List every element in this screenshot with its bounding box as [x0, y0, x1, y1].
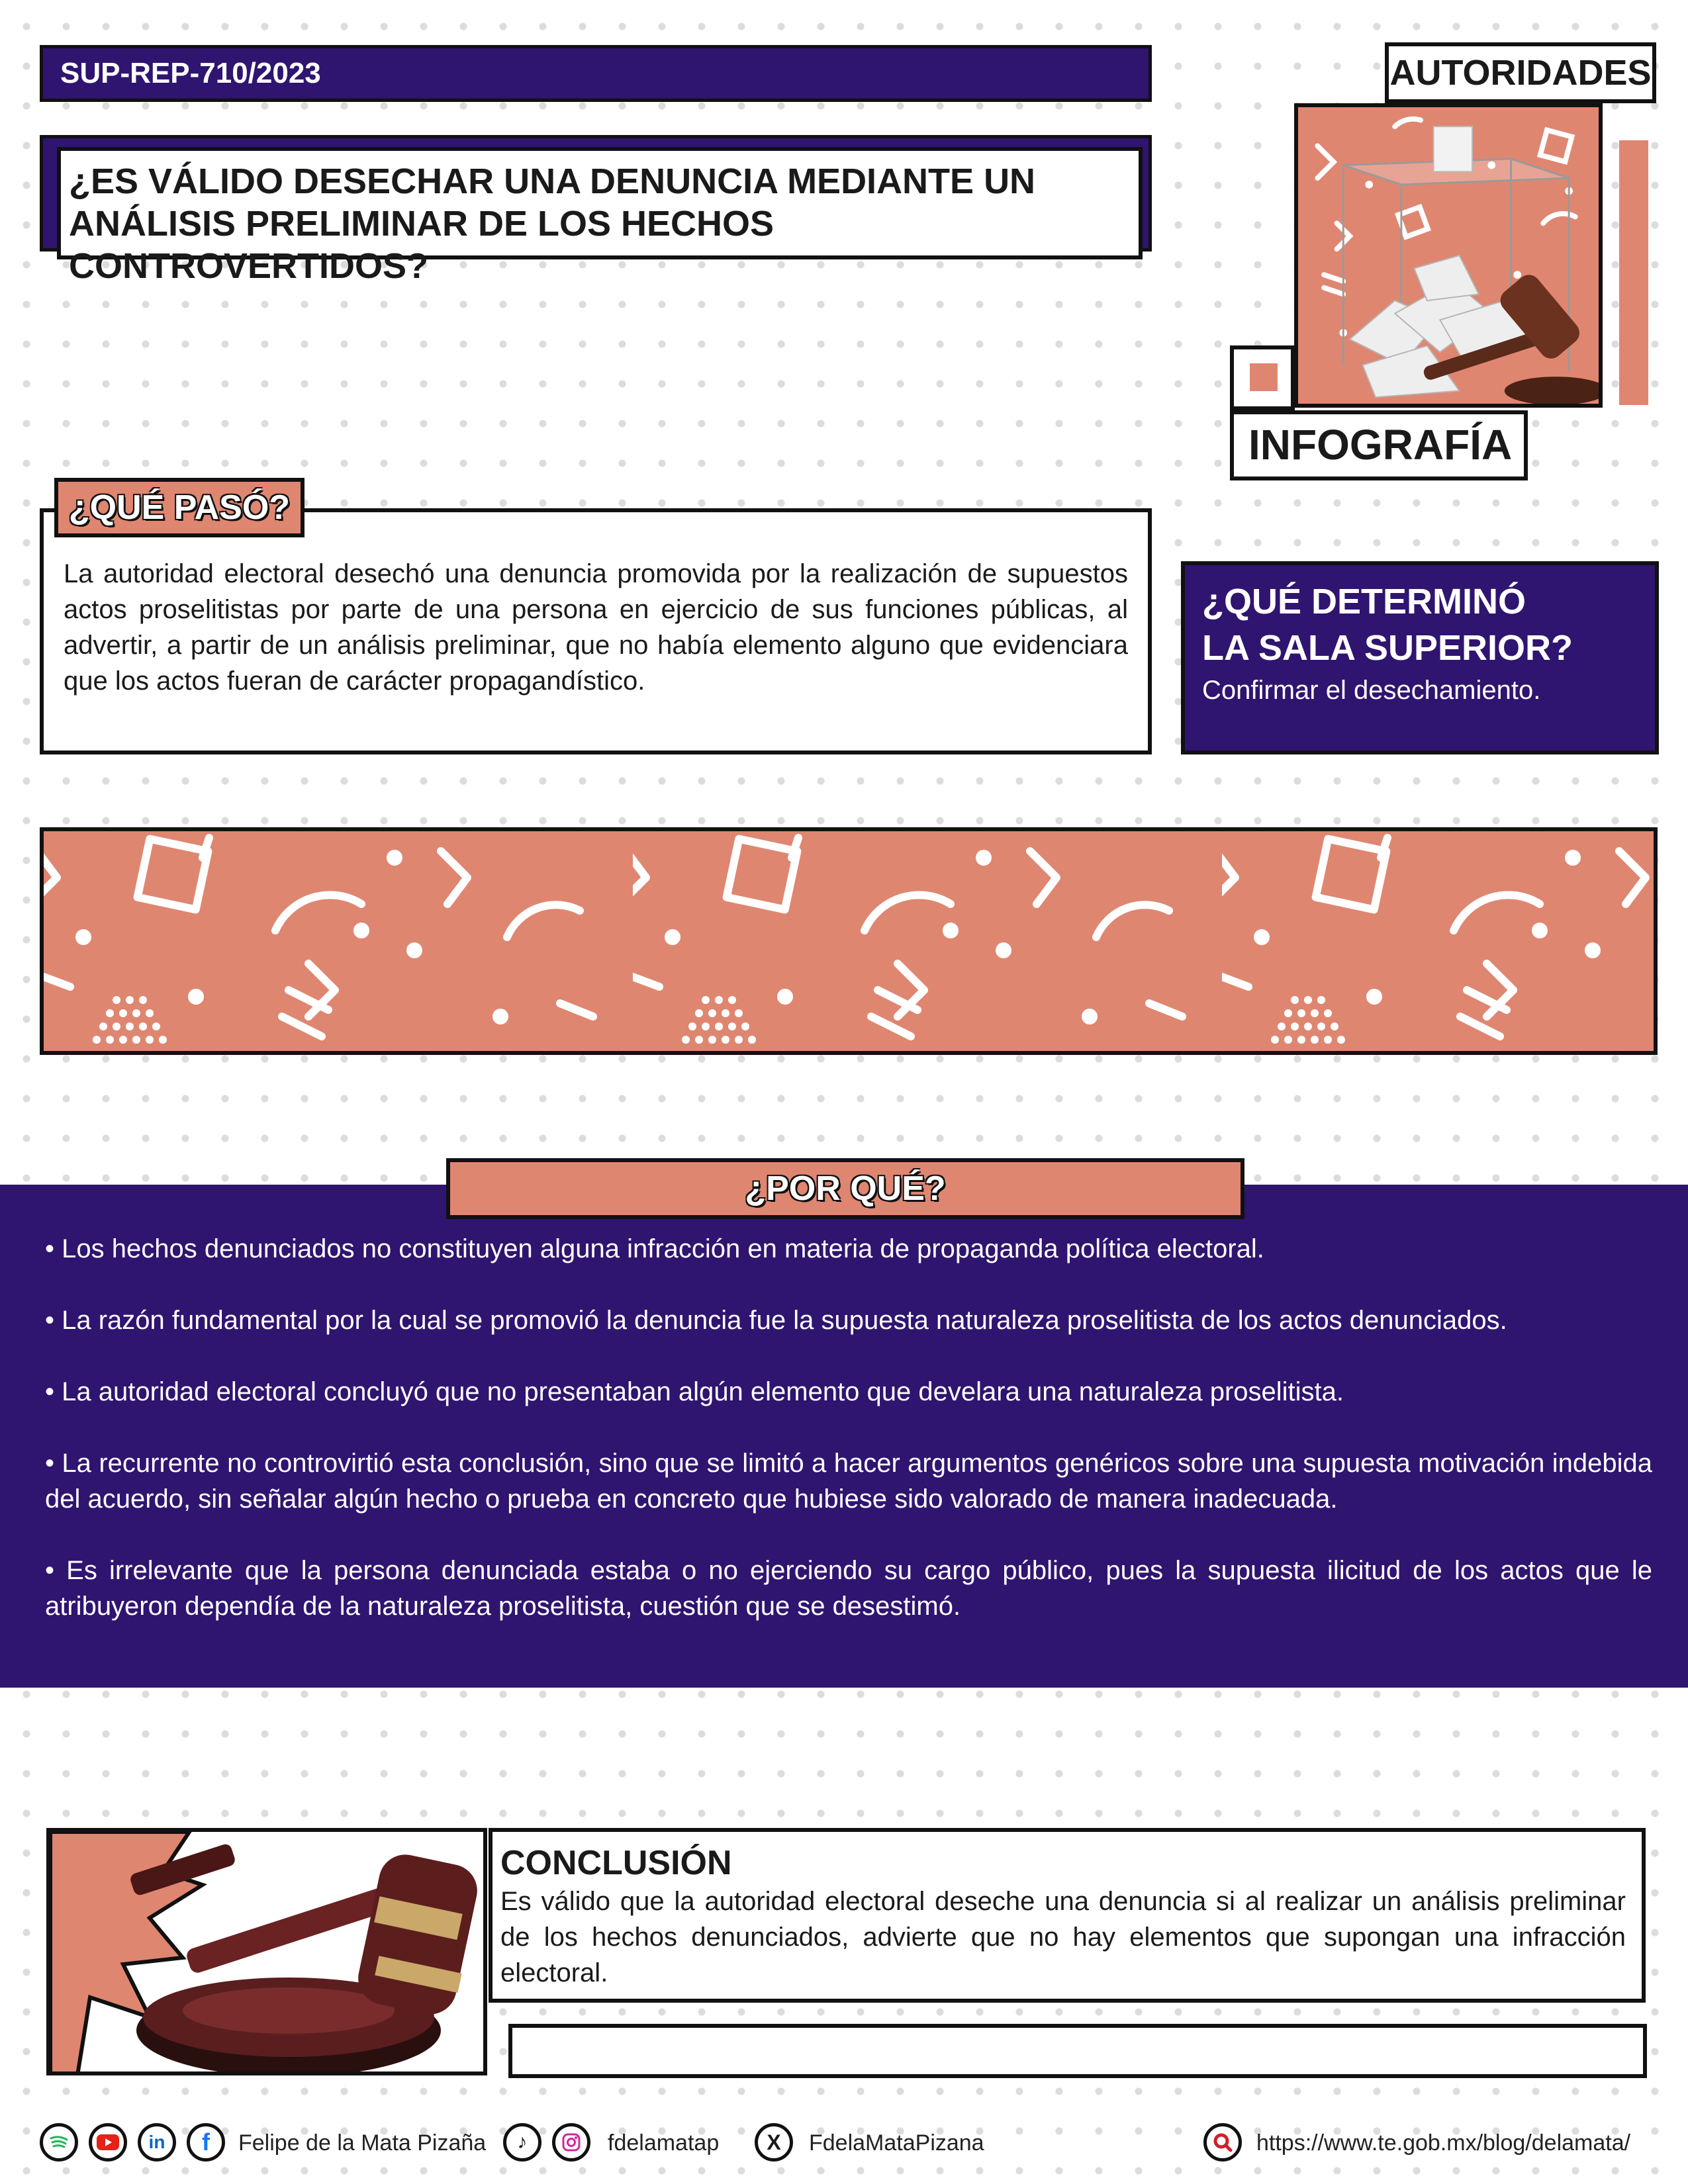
- infografia-tag: INFOGRAFÍA: [1230, 410, 1528, 480]
- footer-handle: fdelamatap: [608, 2130, 720, 2156]
- por-que-item: • Es irrelevante que la persona denunciada estaba o no ejerciendo su cargo público, pues la supuesta ilicitud de los actos que le atribuyeron dependía de la naturaleza proselitista, cuestión que se desestimó.: [45, 1556, 1652, 1621]
- conclusion-text: Es válido que la autoridad electoral deseche una denuncia si al realizar un análisis preliminar de los hechos denunciados, advierte que no hay elementos que supongan una infracción electoral.: [500, 1887, 1626, 1987]
- decorative-pattern-strip: [40, 827, 1658, 1055]
- tiktok-icon[interactable]: ♪: [503, 2123, 541, 2161]
- decorative-square: [1250, 363, 1278, 391]
- conclusion-box: [489, 1828, 1646, 2003]
- facebook-icon[interactable]: f: [187, 2123, 225, 2161]
- determino-text: Confirmar el desechamiento.: [1202, 676, 1541, 705]
- por-que-list: [45, 1231, 1652, 1660]
- decorative-side-bar: [1619, 140, 1648, 405]
- que-paso-text: La autoridad electoral desechó una denuncia promovida por la realización de supuestos actos proselitistas por parte de una persona en ejercicio de sus funciones públicas, al advertir, a partir de un análisis preliminar, que no había elemento alguno que evidenciara que los actos fueran de carácter propagandístico.: [64, 559, 1128, 696]
- ballot-box-illustration: [1294, 103, 1603, 408]
- por-que-item: • La recurrente no controvirtió esta conclusión, sino que se limitó a hacer argumentos genéricos sobre una supuesta motivación indebida del acuerdo, sin señalar algún hecho o prueba en concreto que hubiese sido valorado de manera inadecuada.: [45, 1449, 1652, 1514]
- determino-title-line1: ¿QUÉ DETERMINÓ: [1202, 582, 1526, 621]
- que-paso-title: ¿QUÉ PASÓ?: [54, 478, 305, 537]
- conclusion-title: CONCLUSIÓN: [500, 1844, 732, 1882]
- por-que-item: • La razón fundamental por la cual se promovió la denuncia fue la supuesta naturaleza proselitista de los actos denunciados.: [45, 1306, 1507, 1335]
- case-number: SUP-REP-710/2023: [60, 57, 321, 89]
- footer: [40, 2118, 1655, 2169]
- determino-title-line2: LA SALA SUPERIOR?: [1202, 628, 1573, 668]
- search-icon[interactable]: [1203, 2123, 1242, 2161]
- gavel-illustration: [46, 1828, 487, 2075]
- instagram-icon[interactable]: [552, 2123, 590, 2161]
- x-icon[interactable]: X: [755, 2123, 793, 2161]
- footer-url[interactable]: https://www.te.gob.mx/blog/delamata/: [1256, 2130, 1631, 2156]
- memphis-pattern: [44, 831, 1658, 1055]
- footer-name: Felipe de la Mata Pizaña: [238, 2130, 487, 2156]
- por-que-item: • Los hechos denunciados no constituyen alguna infracción en materia de propaganda política electoral.: [45, 1234, 1264, 1263]
- gavel-image: [50, 1832, 487, 2075]
- determino-box: [1181, 561, 1659, 754]
- por-que-item: • La autoridad electoral concluyó que no presentaban algún elemento que develara una naturaleza proselitista.: [45, 1377, 1344, 1406]
- por-que-title: ¿POR QUÉ?: [446, 1158, 1244, 1219]
- linkedin-icon[interactable]: in: [138, 2123, 176, 2161]
- que-paso-box: [40, 508, 1152, 754]
- empty-frame: [508, 2024, 1647, 2078]
- case-number-bar: [40, 45, 1152, 102]
- footer-x-handle: FdelaMataPizana: [809, 2130, 984, 2156]
- youtube-icon[interactable]: [89, 2123, 127, 2161]
- autoridades-tag: AUTORIDADES: [1385, 42, 1656, 103]
- determino-title: [1202, 578, 1638, 671]
- spotify-icon[interactable]: [40, 2123, 78, 2161]
- ballot-box-gavel-image: [1298, 107, 1599, 404]
- main-question: ¿ES VÁLIDO DESECHAR UNA DENUNCIA MEDIANTE UN ANÁLISIS PRELIMINAR DE LOS HECHOS CONTROVERTIDOS?: [57, 147, 1143, 259]
